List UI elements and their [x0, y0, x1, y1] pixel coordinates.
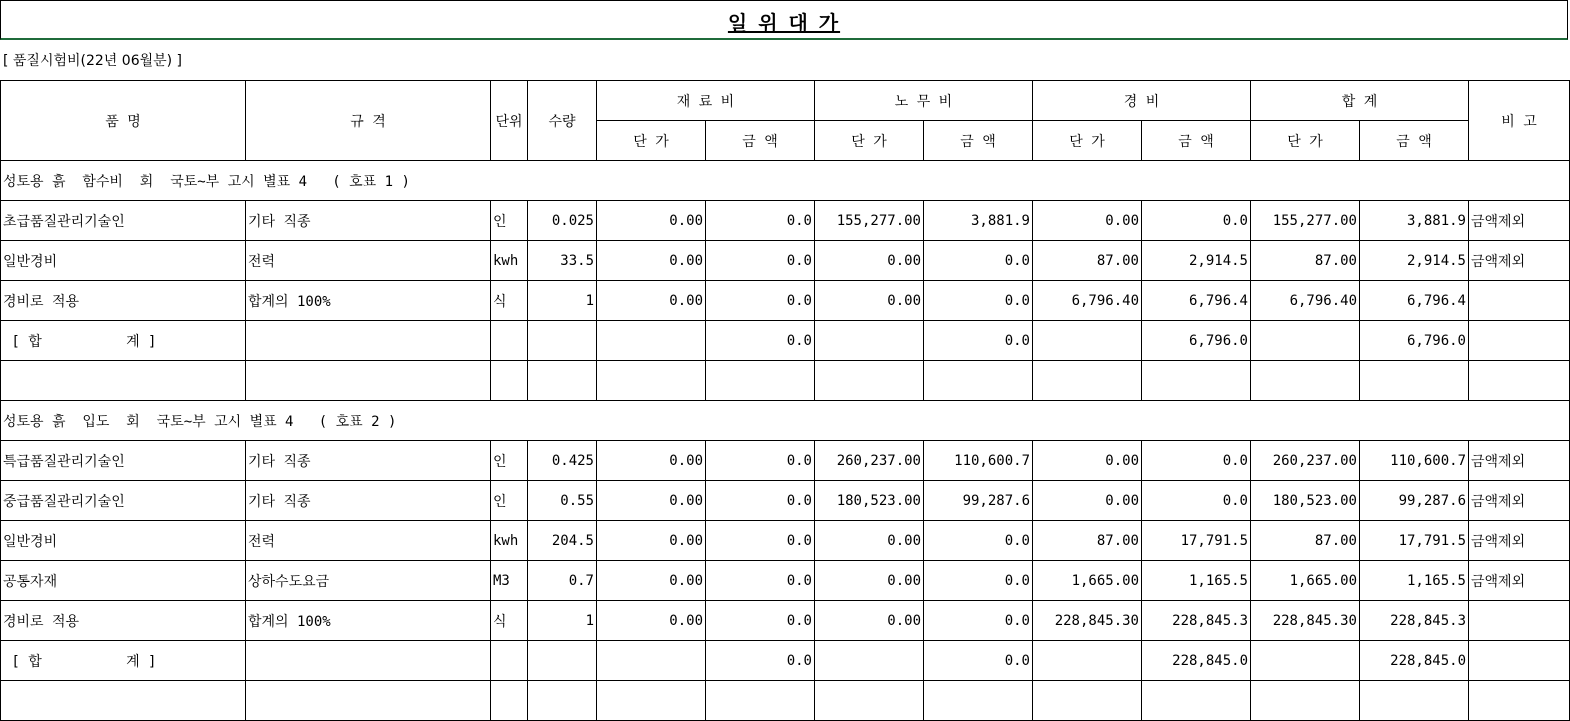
- spec: 기타 직종: [246, 441, 491, 481]
- remark: [1469, 681, 1570, 721]
- spec: [246, 321, 491, 361]
- spec: 상하수도요금: [246, 561, 491, 601]
- header-unit-price: 단 가: [1033, 121, 1142, 161]
- labor-amount: 0.0: [924, 281, 1033, 321]
- total-amount: 228,845.0: [1360, 641, 1469, 681]
- total-amount: 17,791.5: [1360, 521, 1469, 561]
- labor-amount: 0.0: [924, 321, 1033, 361]
- header-unit: 단위: [491, 81, 528, 161]
- labor-unit-price: 0.00: [815, 561, 924, 601]
- item-name: 초급품질관리기술인: [1, 201, 246, 241]
- table-row: [1, 561, 1570, 601]
- total-unit-price: 1,665.00: [1251, 561, 1360, 601]
- quantity: [528, 361, 597, 401]
- blank-row: [1, 681, 1570, 721]
- unit: [491, 681, 528, 721]
- labor-unit-price: [815, 321, 924, 361]
- spec: 합계의 100%: [246, 281, 491, 321]
- expense-amount: 0.0: [1142, 201, 1251, 241]
- total-amount: 6,796.4: [1360, 281, 1469, 321]
- remark: 금액제외: [1469, 561, 1570, 601]
- total-unit-price: 87.00: [1251, 521, 1360, 561]
- expense-unit-price: [1033, 681, 1142, 721]
- expense-unit-price: [1033, 321, 1142, 361]
- total-unit-price: 6,796.40: [1251, 281, 1360, 321]
- material-amount: 0.0: [706, 641, 815, 681]
- total-amount: 6,796.0: [1360, 321, 1469, 361]
- unit: [491, 321, 528, 361]
- unit: 식: [491, 601, 528, 641]
- remark: [1469, 361, 1570, 401]
- unit: M3: [491, 561, 528, 601]
- total-unit-price: [1251, 321, 1360, 361]
- labor-unit-price: 0.00: [815, 281, 924, 321]
- expense-amount: 6,796.4: [1142, 281, 1251, 321]
- quantity: 0.425: [528, 441, 597, 481]
- material-amount: 0.0: [706, 201, 815, 241]
- material-amount: 0.0: [706, 561, 815, 601]
- quantity: 204.5: [528, 521, 597, 561]
- table-row: [1, 481, 1570, 521]
- labor-unit-price: [815, 361, 924, 401]
- unit: kwh: [491, 241, 528, 281]
- item-name: 경비로 적용: [1, 281, 246, 321]
- total-unit-price: 228,845.30: [1251, 601, 1360, 641]
- remark: 금액제외: [1469, 241, 1570, 281]
- total-amount: [1360, 361, 1469, 401]
- material-amount: [706, 681, 815, 721]
- expense-amount: 17,791.5: [1142, 521, 1251, 561]
- remark: [1469, 641, 1570, 681]
- material-unit-price: 0.00: [597, 561, 706, 601]
- labor-unit-price: [815, 641, 924, 681]
- total-unit-price: 260,237.00: [1251, 441, 1360, 481]
- quantity: 1: [528, 281, 597, 321]
- expense-unit-price: 87.00: [1033, 241, 1142, 281]
- material-unit-price: [597, 641, 706, 681]
- header-amount: 금 액: [1142, 121, 1251, 161]
- sheet-subtitle: [ 품질시험비(22년 06월분) ]: [3, 53, 183, 69]
- header-unit-price: 단 가: [597, 121, 706, 161]
- quantity: 1: [528, 601, 597, 641]
- total-unit-price: [1251, 641, 1360, 681]
- item-name: 경비로 적용: [1, 601, 246, 641]
- item-name: 일반경비: [1, 241, 246, 281]
- page-title: 일 위 대 가: [727, 11, 841, 35]
- total-unit-price: 180,523.00: [1251, 481, 1360, 521]
- quantity: [528, 681, 597, 721]
- title-bar: [0, 0, 1568, 40]
- remark: 금액제외: [1469, 441, 1570, 481]
- remark: [1469, 281, 1570, 321]
- unit: 인: [491, 481, 528, 521]
- quantity: 33.5: [528, 241, 597, 281]
- section-title-row: [1, 161, 1570, 201]
- material-unit-price: 0.00: [597, 481, 706, 521]
- expense-amount: [1142, 681, 1251, 721]
- labor-unit-price: 180,523.00: [815, 481, 924, 521]
- table-row: [1, 241, 1570, 281]
- sum-label: [ 합 계 ]: [1, 321, 246, 361]
- header-labor: 노 무 비: [815, 81, 1033, 121]
- total-amount: 110,600.7: [1360, 441, 1469, 481]
- spec: 합계의 100%: [246, 601, 491, 641]
- material-unit-price: 0.00: [597, 601, 706, 641]
- item-name: 중급품질관리기술인: [1, 481, 246, 521]
- spec: [246, 361, 491, 401]
- unit: [491, 361, 528, 401]
- item-name: [1, 361, 246, 401]
- labor-unit-price: 0.00: [815, 521, 924, 561]
- section-title: 성토용 흙 함수비 회 국토~부 고시 별표 4 ( 호표 1 ): [1, 161, 1570, 201]
- header-unit-price: 단 가: [815, 121, 924, 161]
- expense-unit-price: 87.00: [1033, 521, 1142, 561]
- total-amount: 228,845.3: [1360, 601, 1469, 641]
- remark: [1469, 321, 1570, 361]
- table-row: [1, 521, 1570, 561]
- material-unit-price: 0.00: [597, 521, 706, 561]
- material-amount: 0.0: [706, 521, 815, 561]
- material-amount: 0.0: [706, 481, 815, 521]
- header-amount: 금 액: [706, 121, 815, 161]
- total-amount: [1360, 681, 1469, 721]
- expense-amount: [1142, 361, 1251, 401]
- header-remark: 비 고: [1469, 81, 1570, 161]
- material-amount: 0.0: [706, 241, 815, 281]
- table-row: [1, 281, 1570, 321]
- sum-row: [1, 641, 1570, 681]
- section-title: 성토용 흙 입도 회 국토~부 고시 별표 4 ( 호표 2 ): [1, 401, 1570, 441]
- total-unit-price: 155,277.00: [1251, 201, 1360, 241]
- labor-unit-price: 155,277.00: [815, 201, 924, 241]
- expense-unit-price: 0.00: [1033, 481, 1142, 521]
- material-unit-price: [597, 361, 706, 401]
- item-name: 특급품질관리기술인: [1, 441, 246, 481]
- blank-row: [1, 361, 1570, 401]
- unit-price-table: [0, 80, 1570, 721]
- table-row: [1, 441, 1570, 481]
- material-amount: 0.0: [706, 441, 815, 481]
- labor-amount: 0.0: [924, 601, 1033, 641]
- labor-unit-price: 0.00: [815, 601, 924, 641]
- material-amount: 0.0: [706, 281, 815, 321]
- remark: 금액제외: [1469, 521, 1570, 561]
- material-unit-price: [597, 681, 706, 721]
- total-unit-price: 87.00: [1251, 241, 1360, 281]
- header-expense: 경 비: [1033, 81, 1251, 121]
- item-name: 일반경비: [1, 521, 246, 561]
- quantity: [528, 321, 597, 361]
- header-item: 품 명: [1, 81, 246, 161]
- expense-unit-price: [1033, 641, 1142, 681]
- sum-row: [1, 321, 1570, 361]
- table-row: [1, 201, 1570, 241]
- header-material: 재 료 비: [597, 81, 815, 121]
- spec: [246, 681, 491, 721]
- total-amount: 3,881.9: [1360, 201, 1469, 241]
- total-amount: 1,165.5: [1360, 561, 1469, 601]
- labor-amount: 0.0: [924, 641, 1033, 681]
- unit: 인: [491, 441, 528, 481]
- spec: 기타 직종: [246, 201, 491, 241]
- material-amount: 0.0: [706, 601, 815, 641]
- material-amount: [706, 361, 815, 401]
- total-unit-price: [1251, 361, 1360, 401]
- header-spec: 규 격: [246, 81, 491, 161]
- table-header: [1, 81, 1570, 161]
- quantity: 0.025: [528, 201, 597, 241]
- quantity: [528, 641, 597, 681]
- expense-amount: 2,914.5: [1142, 241, 1251, 281]
- header-amount: 금 액: [1360, 121, 1469, 161]
- labor-amount: 3,881.9: [924, 201, 1033, 241]
- unit: [491, 641, 528, 681]
- labor-unit-price: 260,237.00: [815, 441, 924, 481]
- labor-amount: [924, 361, 1033, 401]
- material-unit-price: 0.00: [597, 281, 706, 321]
- header-qty: 수량: [528, 81, 597, 161]
- labor-amount: 0.0: [924, 241, 1033, 281]
- spec: 전력: [246, 521, 491, 561]
- expense-unit-price: 228,845.30: [1033, 601, 1142, 641]
- unit: kwh: [491, 521, 528, 561]
- remark: 금액제외: [1469, 481, 1570, 521]
- material-unit-price: 0.00: [597, 201, 706, 241]
- material-unit-price: 0.00: [597, 241, 706, 281]
- material-unit-price: 0.00: [597, 441, 706, 481]
- labor-amount: 0.0: [924, 521, 1033, 561]
- quantity: 0.7: [528, 561, 597, 601]
- table-row: [1, 601, 1570, 641]
- expense-amount: 228,845.3: [1142, 601, 1251, 641]
- spec: [246, 641, 491, 681]
- labor-amount: [924, 681, 1033, 721]
- expense-unit-price: 1,665.00: [1033, 561, 1142, 601]
- quantity: 0.55: [528, 481, 597, 521]
- expense-unit-price: 6,796.40: [1033, 281, 1142, 321]
- section-title-row: [1, 401, 1570, 441]
- sum-label: [ 합 계 ]: [1, 641, 246, 681]
- expense-unit-price: [1033, 361, 1142, 401]
- expense-amount: 0.0: [1142, 481, 1251, 521]
- header-amount: 금 액: [924, 121, 1033, 161]
- total-amount: 2,914.5: [1360, 241, 1469, 281]
- spec: 기타 직종: [246, 481, 491, 521]
- expense-amount: 228,845.0: [1142, 641, 1251, 681]
- material-amount: 0.0: [706, 321, 815, 361]
- item-name: [1, 681, 246, 721]
- unit: 식: [491, 281, 528, 321]
- labor-unit-price: 0.00: [815, 241, 924, 281]
- remark: 금액제외: [1469, 201, 1570, 241]
- header-total: 합 계: [1251, 81, 1469, 121]
- item-name: 공통자재: [1, 561, 246, 601]
- total-amount: 99,287.6: [1360, 481, 1469, 521]
- expense-unit-price: 0.00: [1033, 441, 1142, 481]
- expense-amount: 1,165.5: [1142, 561, 1251, 601]
- unit: 인: [491, 201, 528, 241]
- labor-amount: 110,600.7: [924, 441, 1033, 481]
- spec: 전력: [246, 241, 491, 281]
- table-body: [1, 161, 1570, 721]
- labor-amount: 99,287.6: [924, 481, 1033, 521]
- material-unit-price: [597, 321, 706, 361]
- expense-unit-price: 0.00: [1033, 201, 1142, 241]
- expense-amount: 0.0: [1142, 441, 1251, 481]
- labor-amount: 0.0: [924, 561, 1033, 601]
- remark: [1469, 601, 1570, 641]
- total-unit-price: [1251, 681, 1360, 721]
- labor-unit-price: [815, 681, 924, 721]
- expense-amount: 6,796.0: [1142, 321, 1251, 361]
- header-unit-price: 단 가: [1251, 121, 1360, 161]
